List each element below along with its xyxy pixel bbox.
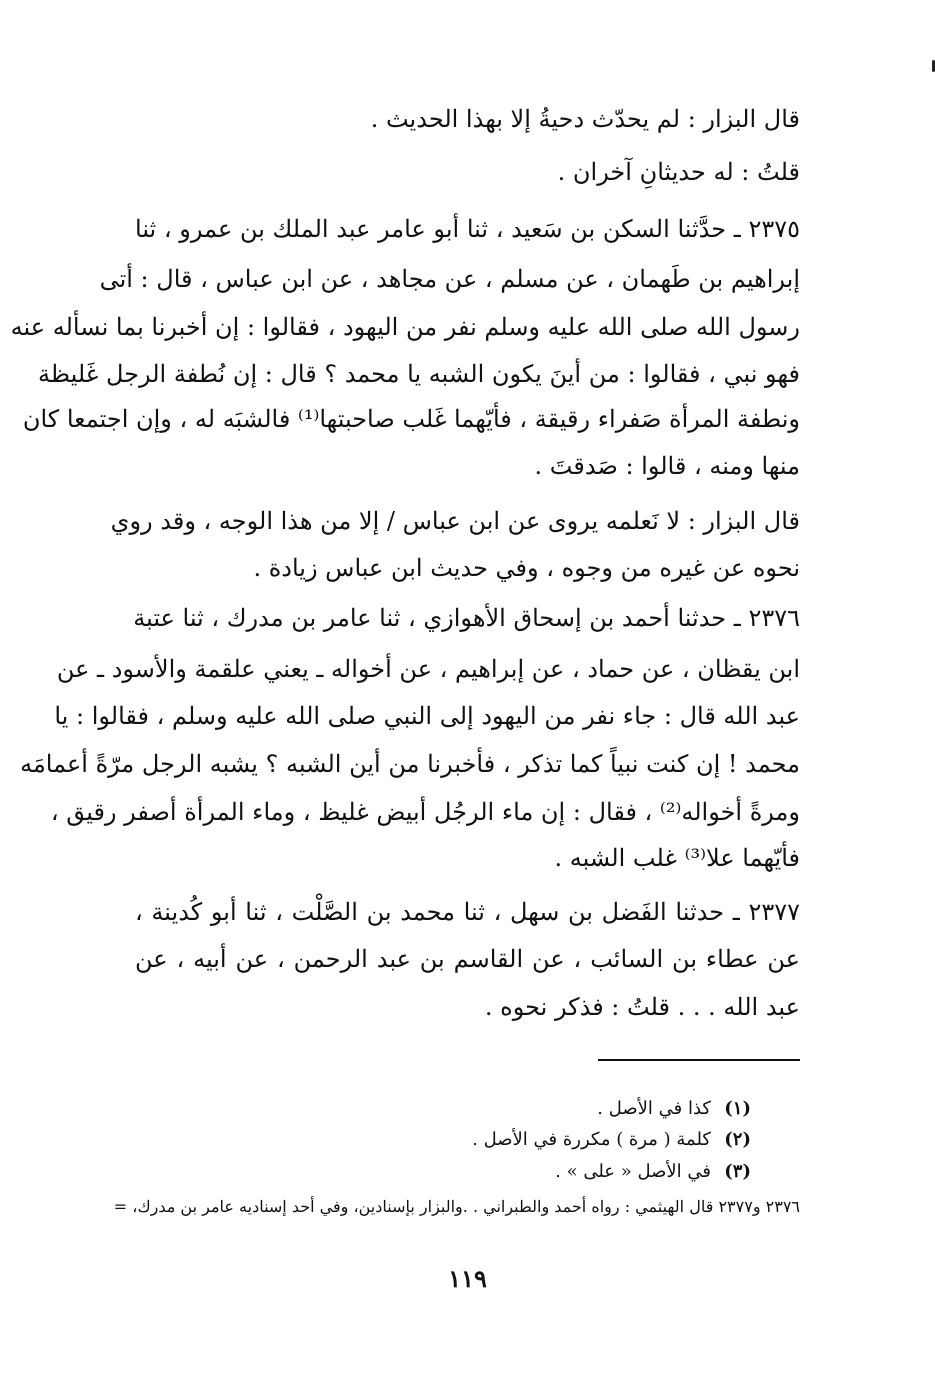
hadith-2377-line: عبد الله . . . قلتُ : فذكر نحوه .: [484, 993, 800, 1021]
hadith-2375-line: فهو نبي ، فقالوا : من أينَ يكون الشبه يا محمد ؟ قال : إن نُطفة الرجل غَليظة: [38, 360, 800, 388]
footnote-number: (١): [724, 1098, 751, 1119]
text-line: قال البزار : لم يحدّث دحيةُ إلا بهذا الحديث .: [370, 105, 800, 133]
page-number: ١١٩: [448, 1264, 487, 1293]
footnote: [472, 1128, 751, 1152]
bazzar-comment-line: قال البزار : لا نَعلمه يروى عن ابن عباس / إلا من هذا الوجه ، وقد روي: [110, 507, 800, 535]
hadith-2376-line: فأيّهما علا⁽³⁾ غلب الشبه .: [554, 844, 800, 872]
hadith-2375-line: منها ومنه ، قالوا : صَدقتَ .: [534, 452, 800, 480]
hadith-2377-line: عن عطاء بن السائب ، عن القاسم بن عبد الرحمن ، عن أبيه ، عن: [135, 945, 800, 973]
hadith-2375-line: رسول الله صلى الله عليه وسلم نفر من اليهود ، فقالوا : إن أخبرنا بما نسأله عنه: [10, 313, 800, 341]
footnote: [597, 1097, 751, 1121]
text-line: قلتُ : له حديثانِ آخران .: [557, 158, 800, 186]
hadith-2376-line: ومرةً أخواله⁽²⁾ ، فقال : إن ماء الرجُل أبيض غليظ ، وماء المرأة أصفر رقيق ،: [50, 798, 800, 826]
footnote-text: في الأصل « على » .: [555, 1161, 711, 1182]
footnote-number: (٣): [724, 1161, 751, 1182]
footnote-text: كذا في الأصل .: [597, 1098, 711, 1119]
footnote-text: كلمة ( مرة ) مكررة في الأصل .: [472, 1129, 711, 1150]
footnote-separator: [598, 1059, 800, 1061]
hadith-2375-line: ونطفة المرأة صَفراء رقيقة ، فأيّهما غَلب صاحبتها⁽¹⁾ فالشبَه له ، وإن اجتمعا كان: [22, 405, 800, 433]
bazzar-comment-line: نحوه عن غيره من وجوه ، وفي حديث ابن عباس زيادة .: [253, 554, 800, 582]
hadith-2376-line: ابن يقظان ، عن حماد ، عن إبراهيم ، عن أخواله ـ يعني علقمة والأسود ـ عن: [56, 655, 800, 683]
editor-note: ٢٣٧٦ و٢٣٧٧ قال الهيثمي : رواه أحمد والطبراني . .والبزار بإسنادين، وفي أحد إسناديه عامر بن مدرك، =: [113, 1197, 800, 1216]
hadith-2376-line: ٢٣٧٦ ـ حدثنا أحمد بن إسحاق الأهوازي ، ثنا عامر بن مدرك ، ثنا عتبة: [133, 604, 800, 632]
hadith-2375-line: إبراهيم بن طَهمان ، عن مسلم ، عن مجاهد ، عن ابن عباس ، قال : أتى: [99, 265, 800, 293]
footnote: [555, 1160, 751, 1184]
hadith-2375-line: ٢٣٧٥ ـ حدَّثنا السكن بن سَعيد ، ثنا أبو عامر عبد الملك بن عمرو ، ثنا: [135, 215, 800, 243]
footnote-number: (٢): [724, 1129, 751, 1150]
hadith-2376-line: عبد الله قال : جاء نفر من اليهود إلى النبي صلى الله عليه وسلم ، فقالوا : يا: [54, 702, 800, 730]
hadith-2376-line: محمد ! إن كنت نبياً كما تذكر ، فأخبرنا من أين الشبه ؟ يشبه الرجل مرّةً أعمامَه: [20, 750, 800, 778]
hadith-2377-line: ٢٣٧٧ ـ حدثنا الفَضل بن سهل ، ثنا محمد بن الصَّلْت ، ثنا أبو كُدينة ،: [135, 898, 800, 926]
